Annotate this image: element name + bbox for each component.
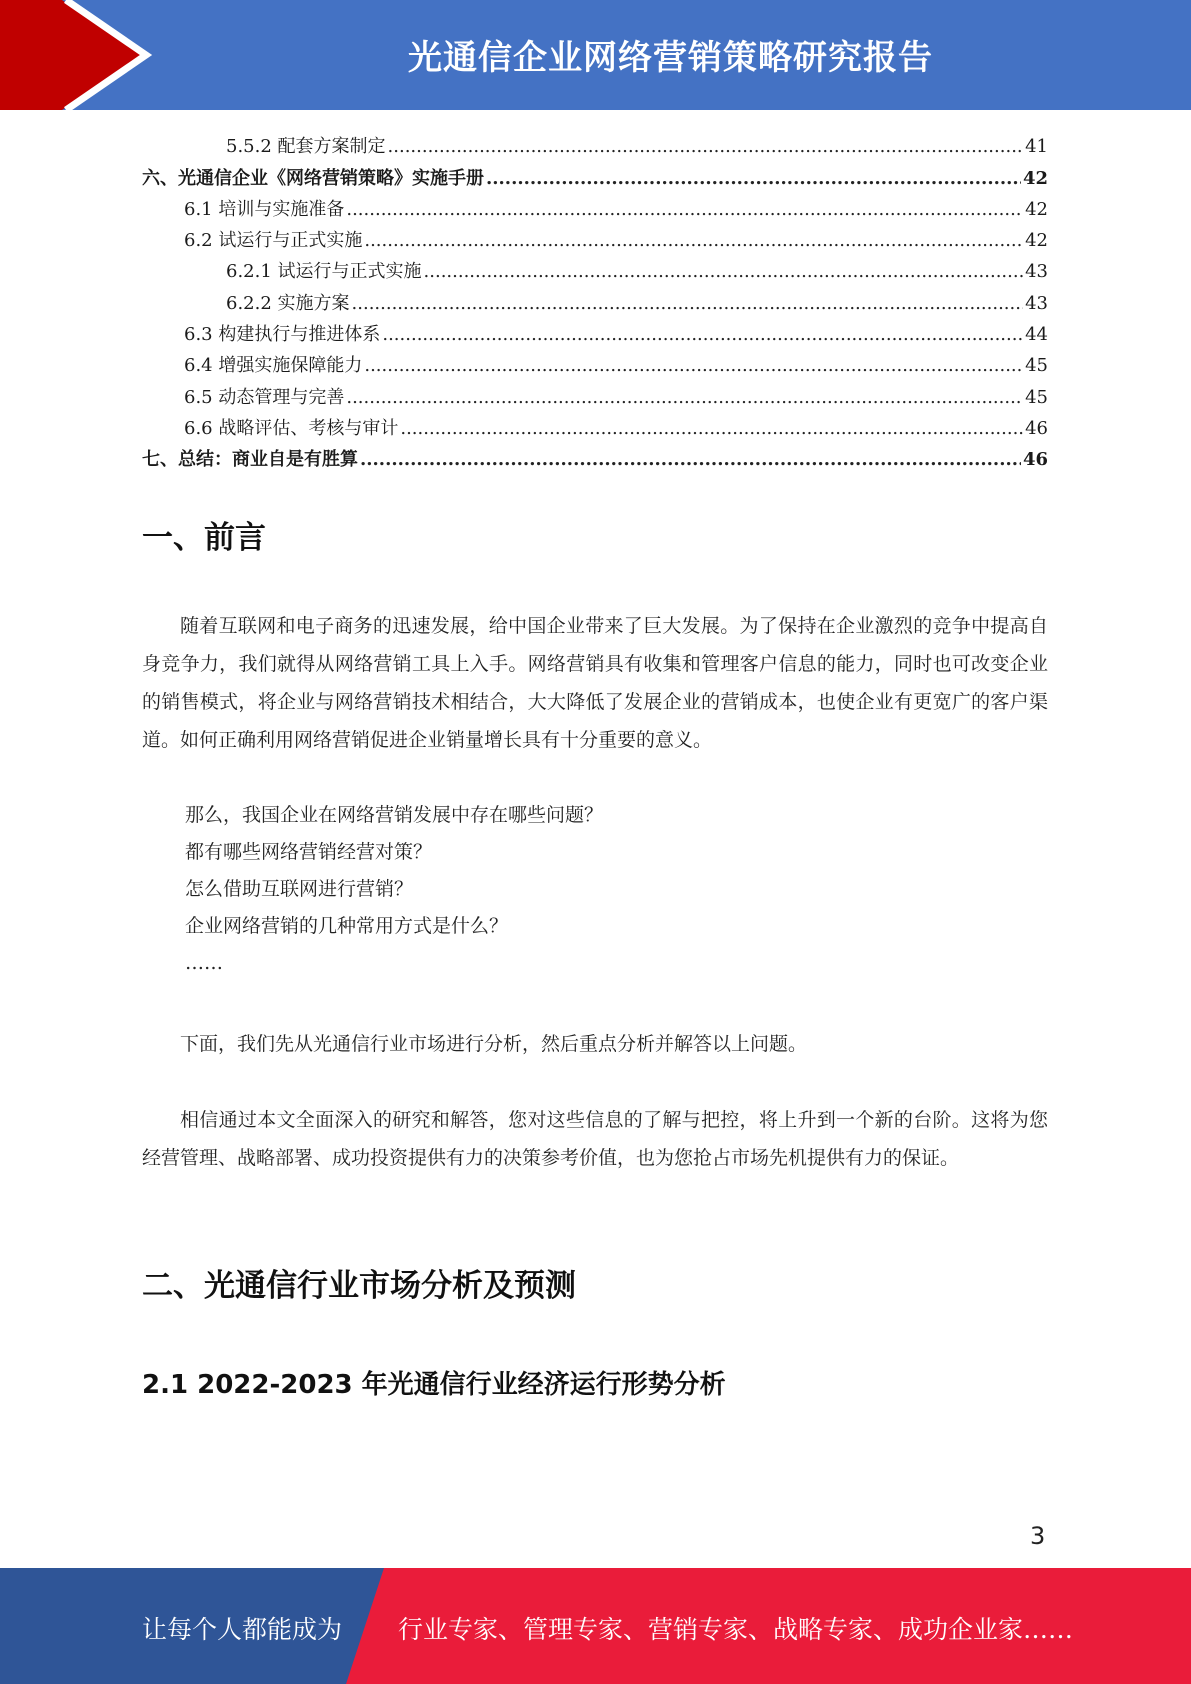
preface-paragraph-2: 下面，我们先从光通信行业市场进行分析，然后重点分析并解答以上问题。 bbox=[180, 1033, 808, 1055]
toc-leader-dots bbox=[364, 354, 1023, 378]
toc-entry-page: 43 bbox=[1025, 292, 1048, 314]
toc-entry[interactable] bbox=[142, 253, 1048, 284]
toc-entry-title: 六、光通信企业《网络营销策略》实施手册 bbox=[142, 167, 484, 189]
question-item: 都有哪些网络营销经营对策？ bbox=[185, 841, 433, 863]
toc-entry-title: 七、总结：商业自是有胜算 bbox=[142, 449, 358, 471]
toc-entry-page: 41 bbox=[1025, 136, 1048, 158]
header-bar bbox=[0, 0, 1191, 110]
toc-entry[interactable] bbox=[142, 284, 1048, 315]
toc-leader-dots bbox=[388, 135, 1024, 159]
toc-leader-dots bbox=[382, 323, 1023, 347]
preface-paragraph-3: 相信通过本文全面深入的研究和解答，您对这些信息的了解与把控，将上升到一个新的台阶。这将为您经营管理、战略部署、成功投资提供有力的决策参考价值，也为您抢占市场先机提供有力的保证。 bbox=[142, 1109, 1048, 1169]
toc-entry-page: 42 bbox=[1025, 198, 1048, 220]
question-item-ellipsis: …… bbox=[185, 952, 223, 974]
toc-leader-dots bbox=[424, 260, 1024, 284]
toc-entry-page: 42 bbox=[1025, 230, 1048, 252]
report-title: 光通信企业网络营销策略研究报告 bbox=[408, 38, 933, 78]
toc-entry-page: 45 bbox=[1025, 386, 1048, 408]
toc-leader-dots bbox=[346, 198, 1023, 222]
footer-banner bbox=[0, 1568, 1191, 1684]
toc-entry-title: 6.1 培训与实施准备 bbox=[184, 198, 345, 220]
toc-entry-page: 43 bbox=[1025, 261, 1048, 283]
toc-entry-title: 6.2.2 实施方案 bbox=[226, 292, 350, 314]
toc-entry-page: 42 bbox=[1022, 167, 1048, 189]
subsection-heading-2-1: 2.1 2022-2023 年光通信行业经济运行形势分析 bbox=[142, 1370, 726, 1400]
toc-entry-title: 6.3 构建执行与推进体系 bbox=[184, 324, 381, 346]
toc-entry[interactable] bbox=[142, 159, 1048, 190]
preface-paragraph-1: 随着互联网和电子商务的迅速发展，给中国企业带来了巨大发展。为了保持在企业激烈的竞争中提高自身竞争力，我们就得从网络营销工具上入手。网络营销具有收集和管理客户信息的能力，同时也可改变企业的销售模式，将企业与网络营销技术相结合，大大降低了发展企业的营销成本，也使企业有更宽广的客户渠道。如何正确利用网络营销促进企业销量增长具有十分重要的意义。 bbox=[142, 615, 1048, 751]
footer-slogan-left: 让每个人都能成为 bbox=[142, 1615, 343, 1644]
toc-leader-dots bbox=[400, 417, 1023, 441]
question-list bbox=[185, 797, 1045, 982]
toc-leader-dots bbox=[364, 229, 1023, 253]
footer-slogan-right: 行业专家、管理专家、营销专家、战略专家、成功企业家…… bbox=[398, 1615, 1074, 1644]
toc-entry-title: 6.4 增强实施保障能力 bbox=[184, 355, 363, 377]
toc-leader-dots bbox=[352, 292, 1024, 316]
toc-leader-dots bbox=[360, 448, 1021, 472]
toc-entry-page: 44 bbox=[1025, 324, 1048, 346]
toc-entry[interactable] bbox=[142, 316, 1048, 347]
toc-entry-page: 46 bbox=[1022, 449, 1048, 471]
table-of-contents bbox=[142, 128, 1048, 472]
page-number: 3 bbox=[1030, 1522, 1046, 1550]
toc-entry[interactable] bbox=[142, 128, 1048, 159]
toc-entry-title: 6.6 战略评估、考核与审计 bbox=[184, 417, 399, 439]
toc-entry-title: 6.5 动态管理与完善 bbox=[184, 386, 345, 408]
toc-entry[interactable] bbox=[142, 410, 1048, 441]
section-heading-preface: 一、前言 bbox=[142, 520, 266, 556]
question-item: 那么，我国企业在网络营销发展中存在哪些问题？ bbox=[185, 804, 604, 826]
toc-entry-page: 46 bbox=[1025, 417, 1048, 439]
toc-leader-dots bbox=[346, 386, 1023, 410]
toc-entry-title: 6.2 试运行与正式实施 bbox=[184, 230, 363, 252]
toc-entry-title: 6.2.1 试运行与正式实施 bbox=[226, 261, 422, 283]
question-item: 怎么借助互联网进行营销？ bbox=[185, 878, 414, 900]
toc-entry[interactable] bbox=[142, 222, 1048, 253]
toc-entry[interactable] bbox=[142, 441, 1048, 472]
toc-entry[interactable] bbox=[142, 378, 1048, 409]
toc-leader-dots bbox=[486, 167, 1021, 191]
question-item: 企业网络营销的几种常用方式是什么？ bbox=[185, 915, 509, 937]
section-heading-market-analysis: 二、光通信行业市场分析及预测 bbox=[142, 1268, 576, 1304]
toc-entry[interactable] bbox=[142, 347, 1048, 378]
toc-entry[interactable] bbox=[142, 191, 1048, 222]
toc-entry-title: 5.5.2 配套方案制定 bbox=[226, 136, 386, 158]
toc-entry-page: 45 bbox=[1025, 355, 1048, 377]
